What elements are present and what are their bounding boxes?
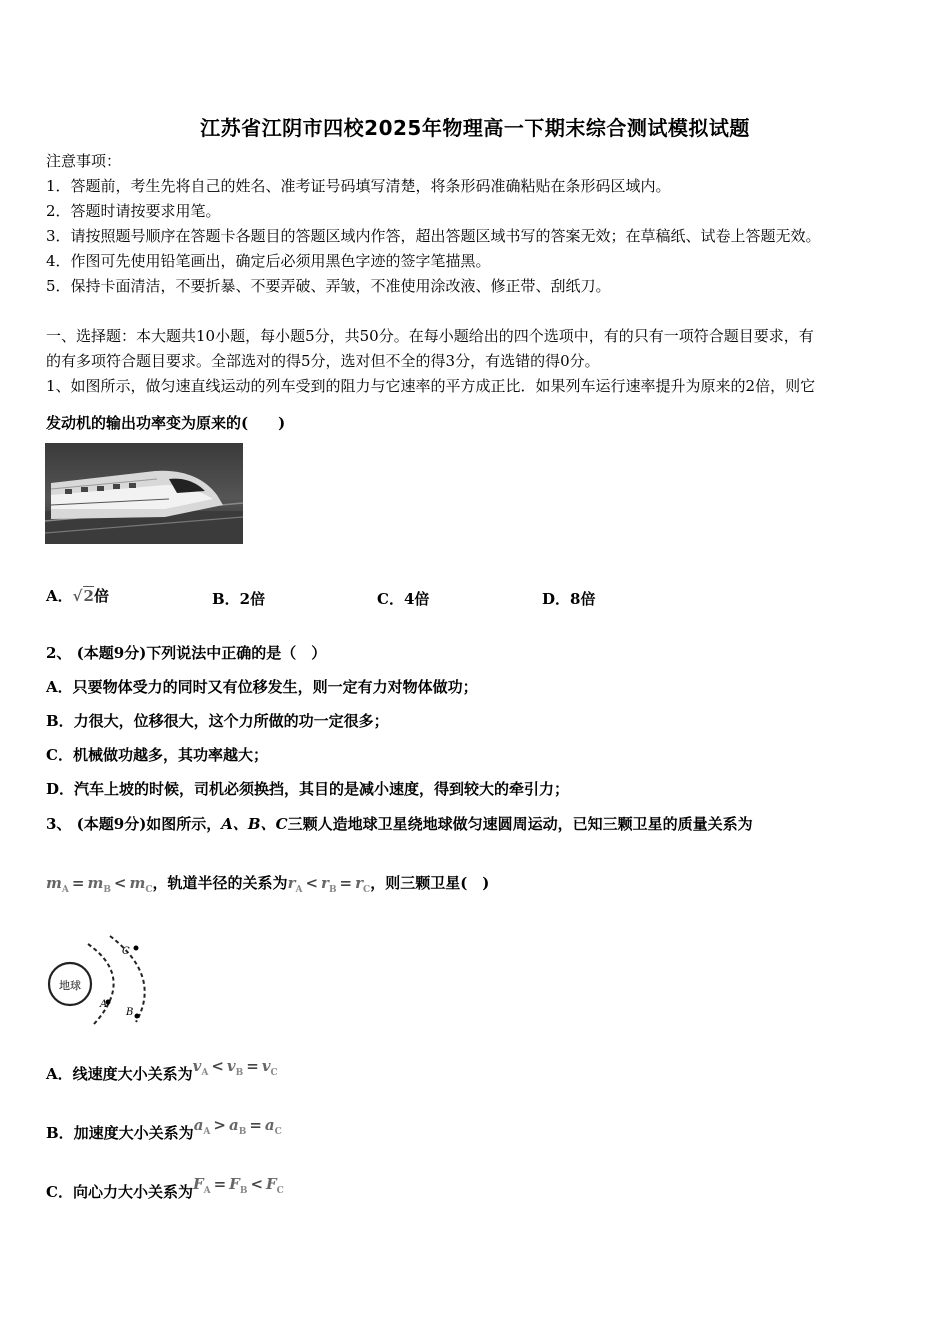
mass-op-2: < [113,874,127,892]
radius-var-2: r [321,874,329,892]
velocity-relation [192,1057,278,1078]
q3-option-b [46,1116,282,1150]
q2-option-c: C．机械做功越多，其功率越大； [46,746,268,764]
q1-option-c: C．4倍 [377,590,430,608]
a-sub-2: B [238,1127,247,1137]
a-var-2: a [228,1116,239,1134]
f-op-2: < [250,1175,264,1193]
v-sub-1: A [201,1068,209,1078]
f-var-2: F [229,1175,240,1193]
v-sub-2: B [235,1068,244,1078]
mass-var-2: m [87,874,104,892]
satellite-b [135,1014,140,1019]
q1-option-a [46,585,109,606]
label-a: A [100,999,108,1010]
q2-option-d: D．汽车上坡的时候，司机必须换挡，其目的是减小速度，得到较大的牵引力； [46,780,570,798]
mass-op-1: = [71,874,85,892]
train-photo [45,443,243,544]
mass-sub-2: B [103,885,111,895]
earth-label: 地球 [59,979,81,992]
q1-stem-line-1: 1、如图所示，做匀速直线运动的列车受到的阻力与它速率的平方成正比．如果列车运行速率提升为原来的2倍，则它 [46,377,816,395]
q3-option-a [46,1057,278,1091]
label-c: C [122,946,130,957]
q2-option-a: A．只要物体受力的同时又有位移发生，则一定有力对物体做功； [46,678,478,696]
q3-mid-text: ，轨道半径的关系为 [152,874,288,892]
notice-item-5: 5．保持卡面清洁，不要折暴、不要弄破、弄皱，不准使用涂改液、修正带、刮纸刀。 [46,277,611,295]
q1-stem-line-2: 发动机的输出功率变为原来的( ) [46,414,286,432]
v-var-3: v [261,1057,271,1075]
v-var-2: v [226,1057,236,1075]
notice-item-3: 3．请按照题号顺序在答题卡各题目的答题区域内作答，超出答题区域书写的答案无效；在草稿纸、试卷上答题无效。 [46,227,821,245]
mass-sub-3: C [145,885,153,895]
mass-relation [46,874,153,895]
q3-option-b-label: B．加速度大小关系为 [46,1124,194,1142]
q1-option-b: B．2倍 [212,590,266,608]
radius-sub-2: B [328,885,337,895]
q1-option-d: D．8倍 [542,590,596,608]
f-var-1: F [192,1175,204,1193]
a-sub-3: C [274,1127,282,1137]
radius-op-1: < [305,874,319,892]
sqrt-symbol: √2 [72,587,94,605]
a-sub-1: A [203,1127,211,1137]
satellite-c [134,946,139,951]
radius-relation [287,874,371,895]
satellite-orbit-diagram [44,932,164,1032]
v-op-2: = [246,1057,259,1075]
v-op-1: < [211,1057,224,1075]
q3-satellites: A、B、C [221,815,288,833]
q3-stem-suffix: 三颗人造地球卫星绕地球做匀速圆周运动，已知三颗卫星的质量关系为 [287,815,753,833]
radius-sub-1: A [295,885,303,895]
notice-item-1: 1．答题前，考生先将自己的姓名、准考证号码填写清楚，将条形码准确粘贴在条形码区域内。 [46,177,671,195]
a-op-1: > [213,1116,226,1134]
f-sub-1: A [203,1186,211,1196]
q3-stem [46,814,753,834]
radius-sub-3: C [363,885,371,895]
q3-stem-prefix: 3、 (本题9分)如图所示， [46,815,222,833]
q3-option-c [46,1175,284,1209]
notice-item-2: 2．答题时请按要求用笔。 [46,202,221,220]
v-var-1: v [192,1057,202,1075]
notice-item-4: 4．作图可先使用铅笔画出，确定后必须用黑色字迹的签字笔描黑。 [46,252,491,270]
mass-var-1: m [46,874,62,892]
q3-option-a-label: A．线速度大小关系为 [46,1065,193,1083]
radius-var-3: r [355,874,364,892]
q3-relations-line [46,873,489,900]
notice-heading: 注意事项： [46,152,122,170]
q2-option-b: B．力很大，位移很大，这个力所做的功一定很多； [46,712,389,730]
v-sub-3: C [270,1068,278,1078]
acceleration-relation [193,1116,282,1137]
q3-end-text: ，则三颗卫星( ) [370,874,490,892]
f-sub-2: B [239,1186,248,1196]
section-intro-line-2: 的有多项符合题目要求。全部选对的得5分，选对但不全的得3分，有选错的得0分。 [46,352,600,370]
f-sub-3: C [276,1186,284,1196]
mass-var-3: m [129,874,146,892]
radius-op-2: = [339,874,353,892]
f-var-3: F [266,1175,277,1193]
q3-option-c-label: C．向心力大小关系为 [46,1183,193,1201]
section-intro-line-1: 一、选择题：本大题共10小题，每小题5分，共50分。在每小题给出的四个选项中，有的只有一项符合题目要求，有 [46,327,814,345]
sqrt-radicand: 2 [83,587,94,605]
a-var-1: a [193,1116,204,1134]
q1-option-a-label: A． [46,587,73,605]
mass-sub-1: A [61,885,69,895]
label-b: B [126,1007,134,1018]
a-var-3: a [264,1116,275,1134]
f-op-1: = [213,1175,227,1193]
radius-var-1: r [287,874,296,892]
page-title: 江苏省江阴市四校2025年物理高一下期末综合测试模拟试题 [200,116,750,140]
q2-stem: 2、 (本题9分)下列说法中正确的是（ ） [46,644,327,662]
a-op-2: = [249,1116,262,1134]
force-relation [192,1175,284,1196]
q1-option-a-suffix: 倍 [93,587,109,605]
